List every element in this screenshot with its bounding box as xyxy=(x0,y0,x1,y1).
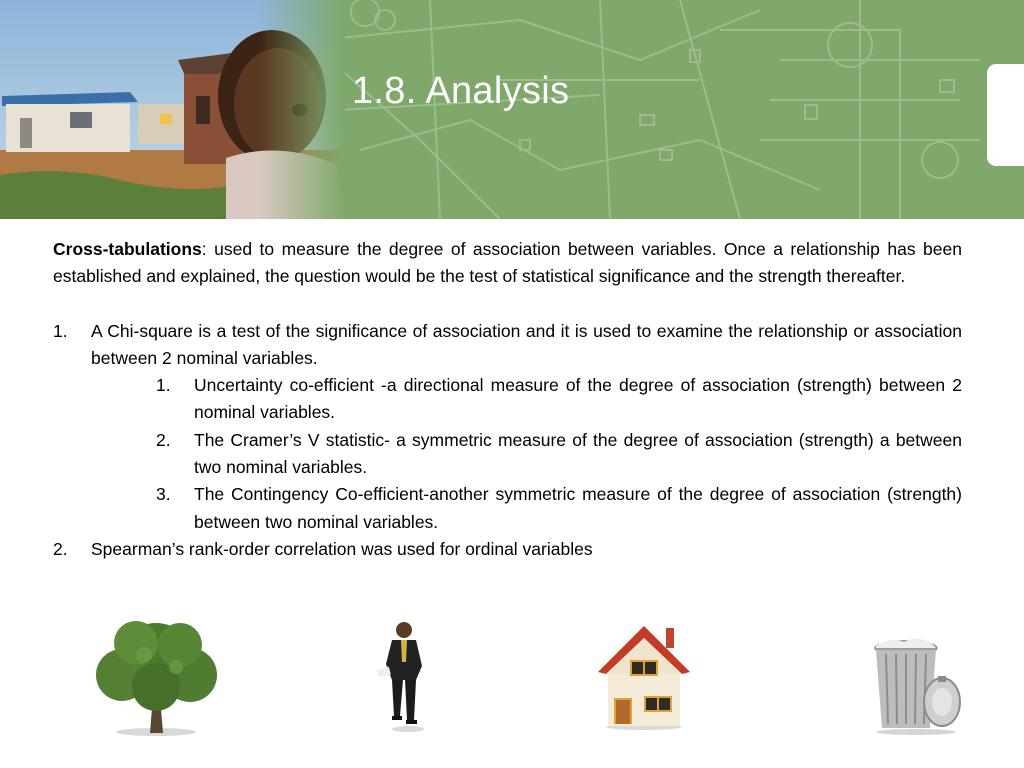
village-child-photo xyxy=(0,0,345,219)
intro-paragraph xyxy=(53,236,962,291)
sub-list-item xyxy=(53,427,962,482)
sub-list-item xyxy=(53,372,962,427)
side-tab xyxy=(987,64,1024,166)
tree-icon xyxy=(88,615,224,737)
intro-term: Cross-tabulations xyxy=(53,239,202,259)
list-item-text: A Chi-square is a test of the significance of association and it is used to examine the relationship or association between 2 nominal variables. xyxy=(91,320,962,368)
businessman-icon xyxy=(376,620,434,732)
sub-list-item-text: Uncertainty co-efficient -a directional measure of the degree of association (strength) between 2 nominal variables. xyxy=(194,375,962,423)
sub-list-item-number: 1. xyxy=(156,375,171,396)
intro-text: : used to measure the degree of association between variables. Once a relationship has been established and explained, the question would be the test of statistical significance and the strength thereafter. xyxy=(53,239,962,287)
sub-list-item xyxy=(53,481,962,536)
list-item-text: Spearman’s rank-order correlation was used for ordinal variables xyxy=(91,538,593,559)
sub-list-item-number: 3. xyxy=(156,484,171,505)
sub-list-item-text: The Cramer’s V statistic- a symmetric measure of the degree of association (strength) a between two nominal variables. xyxy=(194,429,962,478)
trash-can-icon xyxy=(866,632,970,736)
sub-list-item-number: 2. xyxy=(156,429,171,450)
sub-list-item-text: The Contingency Co-efficient-another symmetric measure of the degree of association (strength) between two nominal variables. xyxy=(194,484,962,532)
list-item xyxy=(53,318,962,373)
header-banner xyxy=(0,0,1024,219)
list-item-number: 2. xyxy=(53,538,68,559)
list-item xyxy=(53,536,962,563)
slide-title: 1.8. Analysis xyxy=(352,70,570,112)
house-icon xyxy=(596,622,692,730)
slide-body xyxy=(53,236,962,563)
list-item-number: 1. xyxy=(53,320,68,341)
